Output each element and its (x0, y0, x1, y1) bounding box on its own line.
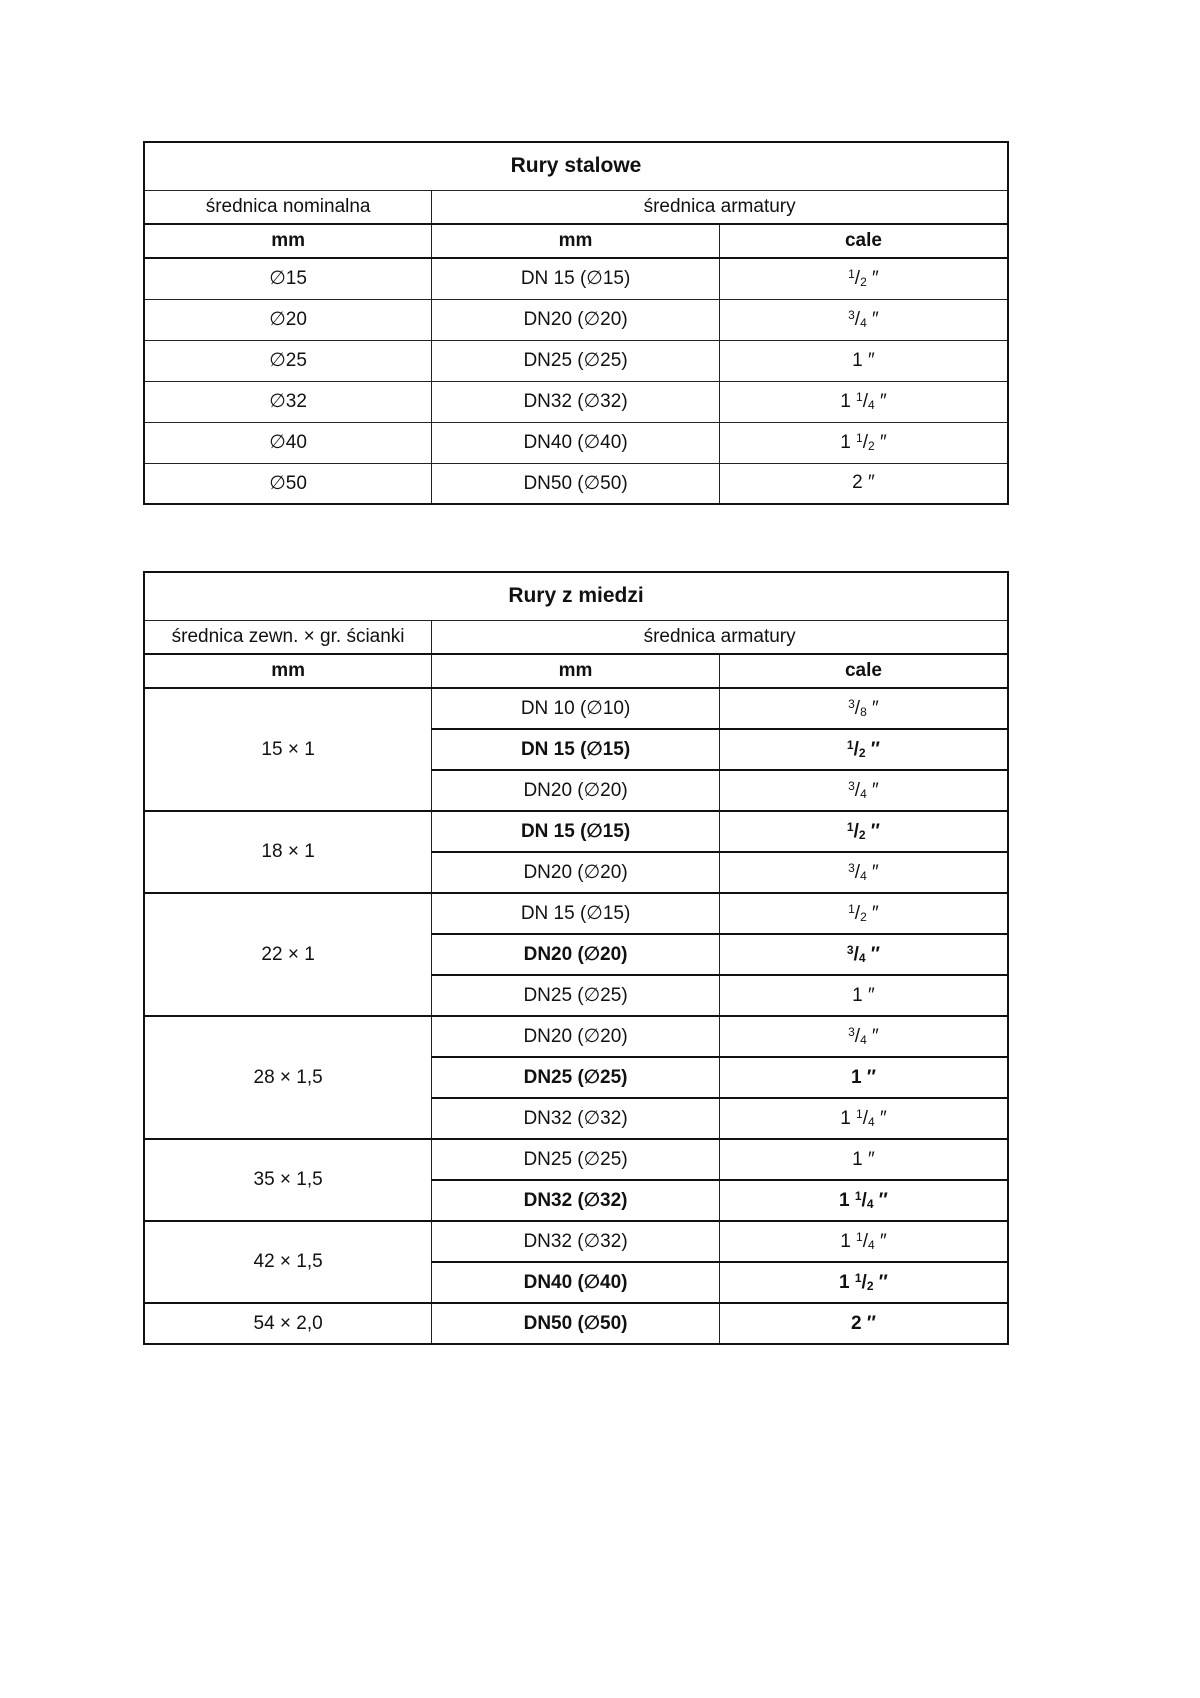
outer-size-cell: 35 × 1,5 (144, 1139, 432, 1221)
table-row (144, 688, 1008, 729)
fitting-inch-cell: 1 ″ (719, 340, 1008, 381)
fitting-dn-cell: DN20 (∅20) (432, 852, 720, 893)
table-row (144, 381, 1008, 422)
steel-unit-dn: mm (432, 224, 720, 258)
fitting-dn-cell: DN 15 (∅15) (432, 258, 720, 299)
copper-col-fitting-header: średnica armatury (432, 620, 1008, 654)
table-row (144, 463, 1008, 504)
fitting-dn-cell: DN 15 (∅15) (432, 893, 720, 934)
steel-col-nominal-header: średnica nominalna (144, 190, 432, 224)
fitting-dn-cell: DN32 (∅32) (432, 1098, 720, 1139)
steel-col-fitting-header: średnica armatury (432, 190, 1008, 224)
fitting-dn-cell: DN40 (∅40) (432, 422, 720, 463)
outer-size-cell: 18 × 1 (144, 811, 432, 893)
outer-size-cell: 22 × 1 (144, 893, 432, 1016)
fitting-inch-cell: 1 ″ (719, 1139, 1008, 1180)
table-row (144, 299, 1008, 340)
table-row (144, 422, 1008, 463)
nominal-diameter-cell: ∅25 (144, 340, 432, 381)
outer-size-cell: 54 × 2,0 (144, 1303, 432, 1344)
nominal-diameter-cell: ∅32 (144, 381, 432, 422)
copper-table-title: Rury z miedzi (144, 572, 1008, 620)
copper-col-size-header: średnica zewn. × gr. ścianki (144, 620, 432, 654)
fitting-dn-cell: DN20 (∅20) (432, 934, 720, 975)
steel-unit-inch: cale (719, 224, 1008, 258)
table-row (144, 1221, 1008, 1262)
fitting-dn-cell: DN50 (∅50) (432, 463, 720, 504)
fitting-inch-cell: $^3/_4$ ″ (719, 852, 1008, 893)
fitting-inch-cell: $^3/_8$ ″ (719, 688, 1008, 729)
fitting-inch-cell: 1 $^1/_4$ ″ (719, 381, 1008, 422)
nominal-diameter-cell: ∅20 (144, 299, 432, 340)
steel-table-title: Rury stalowe (144, 142, 1008, 190)
table-row (144, 893, 1008, 934)
copper-unit-size: mm (144, 654, 432, 688)
fitting-dn-cell: DN32 (∅32) (432, 1221, 720, 1262)
fitting-dn-cell: DN20 (∅20) (432, 770, 720, 811)
fitting-inch-cell: $^3/_4$ ″ (719, 770, 1008, 811)
table-row (144, 811, 1008, 852)
fitting-dn-cell: DN32 (∅32) (432, 381, 720, 422)
fitting-dn-cell: DN20 (∅20) (432, 299, 720, 340)
fitting-inch-cell: 1 ″ (719, 1057, 1008, 1098)
fitting-inch-cell: 1 $^1/_4$ ″ (719, 1180, 1008, 1221)
fitting-inch-cell: $^1/_2$ ″ (719, 729, 1008, 770)
table-row (144, 1303, 1008, 1344)
fitting-dn-cell: DN 15 (∅15) (432, 729, 720, 770)
fitting-dn-cell: DN40 (∅40) (432, 1262, 720, 1303)
outer-size-cell: 28 × 1,5 (144, 1016, 432, 1139)
steel-unit-nominal: mm (144, 224, 432, 258)
fitting-dn-cell: DN25 (∅25) (432, 1057, 720, 1098)
fitting-dn-cell: DN 10 (∅10) (432, 688, 720, 729)
table-row (144, 1016, 1008, 1057)
fitting-dn-cell: DN 15 (∅15) (432, 811, 720, 852)
fitting-inch-cell: $^3/_4$ ″ (719, 1016, 1008, 1057)
fitting-dn-cell: DN25 (∅25) (432, 340, 720, 381)
table-row (144, 258, 1008, 299)
fitting-inch-cell: 1 $^1/_4$ ″ (719, 1221, 1008, 1262)
nominal-diameter-cell: ∅15 (144, 258, 432, 299)
fitting-inch-cell: 1 $^1/_2$ ″ (719, 1262, 1008, 1303)
fitting-dn-cell: DN20 (∅20) (432, 1016, 720, 1057)
nominal-diameter-cell: ∅40 (144, 422, 432, 463)
fitting-inch-cell: 2 ″ (719, 1303, 1008, 1344)
table-row (144, 340, 1008, 381)
fitting-dn-cell: DN32 (∅32) (432, 1180, 720, 1221)
outer-size-cell: 42 × 1,5 (144, 1221, 432, 1303)
fitting-inch-cell: 1 ″ (719, 975, 1008, 1016)
fitting-inch-cell: $^1/_2$ ″ (719, 893, 1008, 934)
fitting-inch-cell: 2 ″ (719, 463, 1008, 504)
fitting-inch-cell: $^3/_4$ ″ (719, 934, 1008, 975)
nominal-diameter-cell: ∅50 (144, 463, 432, 504)
outer-size-cell: 15 × 1 (144, 688, 432, 811)
fitting-dn-cell: DN50 (∅50) (432, 1303, 720, 1344)
fitting-inch-cell: 1 $^1/_4$ ″ (719, 1098, 1008, 1139)
fitting-inch-cell: 1 $^1/_2$ ″ (719, 422, 1008, 463)
copper-pipes-table (143, 571, 1009, 1345)
copper-unit-dn: mm (432, 654, 720, 688)
fitting-inch-cell: $^3/_4$ ″ (719, 299, 1008, 340)
fitting-inch-cell: $^1/_2$ ″ (719, 258, 1008, 299)
fitting-inch-cell: $^1/_2$ ″ (719, 811, 1008, 852)
copper-unit-inch: cale (719, 654, 1008, 688)
table-row (144, 1139, 1008, 1180)
fitting-dn-cell: DN25 (∅25) (432, 1139, 720, 1180)
steel-pipes-table (143, 141, 1009, 505)
fitting-dn-cell: DN25 (∅25) (432, 975, 720, 1016)
